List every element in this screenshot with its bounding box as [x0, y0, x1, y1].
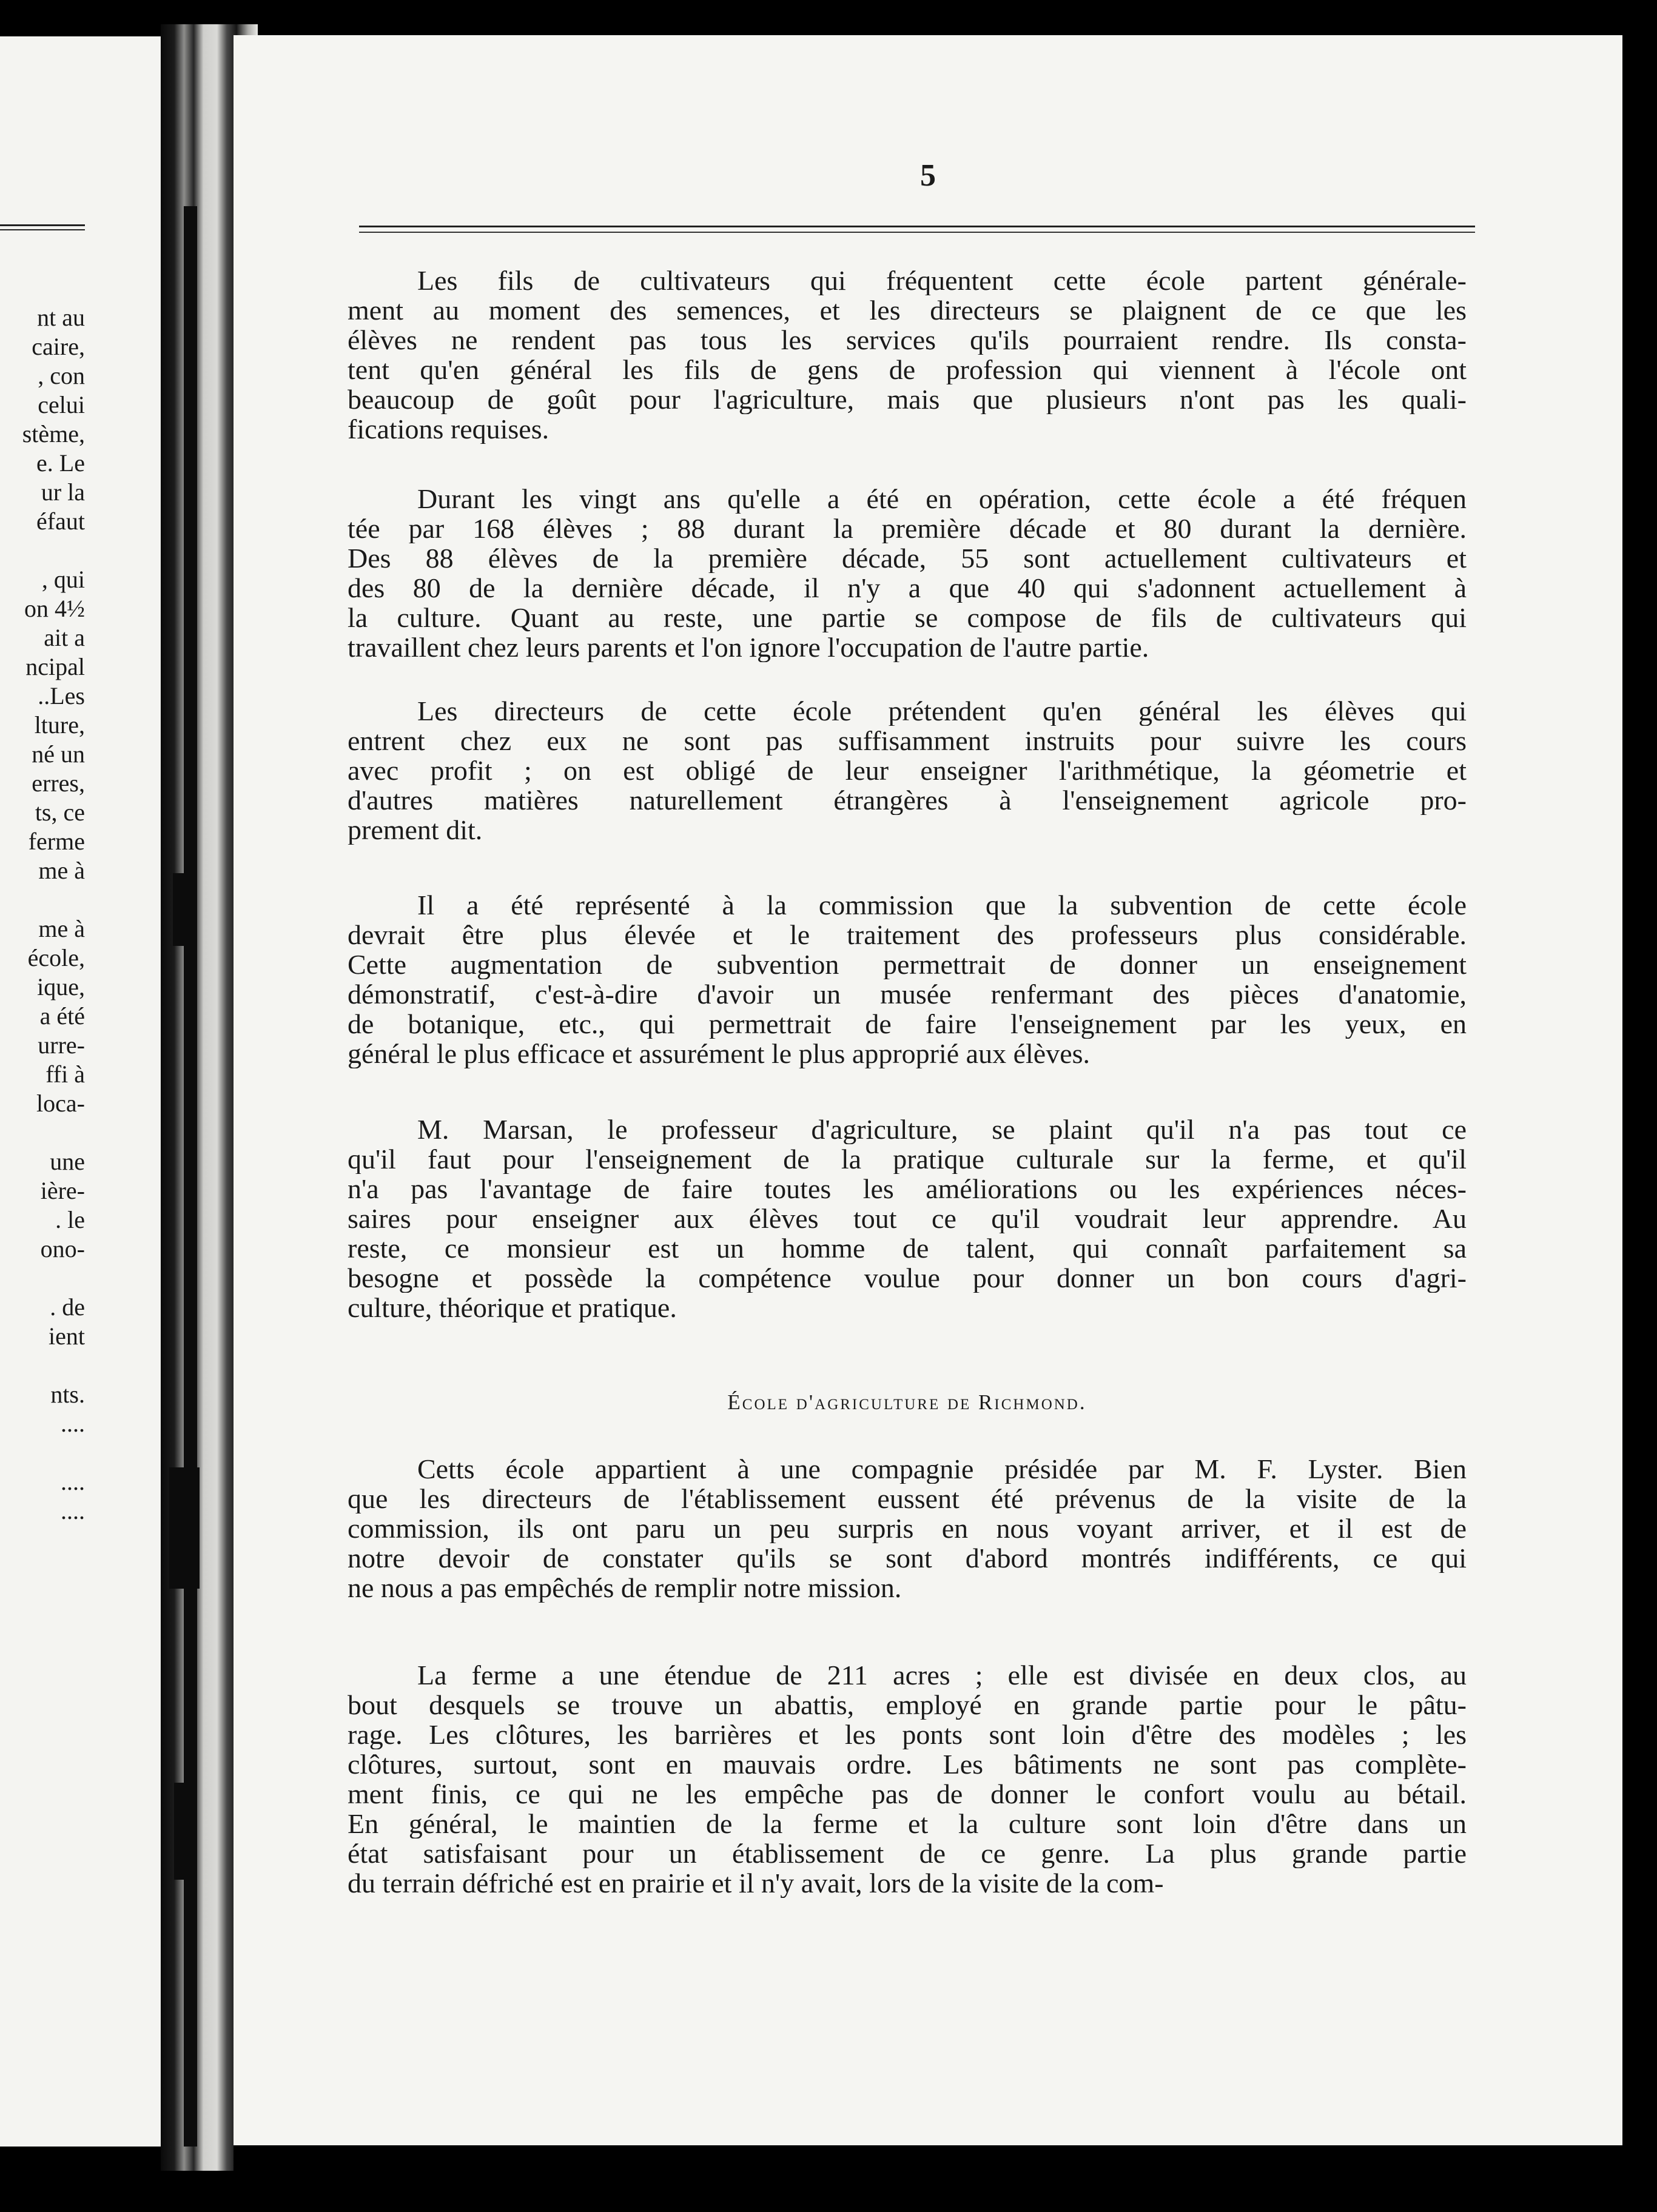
text-line: fications requises. — [348, 414, 550, 444]
left-text-line — [0, 1438, 85, 1467]
left-text-line: ur la — [41, 478, 85, 506]
text-line: du terrain défriché est en prairie et il n'y avait, lors de la visite de la com- — [348, 1868, 1164, 1898]
left-text-line: ient — [49, 1322, 85, 1350]
text-line: Il a été représenté à la commission que la subvention de cette école — [417, 890, 1467, 920]
left-text-line: ferme — [28, 828, 85, 855]
paragraph-3 — [348, 696, 1467, 845]
text-line: Les fils de cultivateurs qui fréquentent cette école partent générale- — [417, 266, 1467, 295]
text-line: M. Marsan, le professeur d'agriculture, se plaint qu'il n'a pas tout ce — [417, 1114, 1467, 1144]
left-text-line: erres, — [32, 769, 85, 797]
left-text-line: e. Le — [36, 449, 85, 477]
text-line: prement dit. — [348, 815, 483, 845]
text-line: Les directeurs de cette école prétendent qu'en général les élèves qui — [417, 696, 1467, 726]
text-line: ne nous a pas empêchés de remplir notre mission. — [348, 1573, 902, 1603]
paragraph-2 — [348, 484, 1467, 662]
header-rule-secondary — [359, 232, 1475, 233]
text-line: ment finis, ce qui ne les empêche pas de donner le confort voulu au bétail. — [348, 1779, 1467, 1809]
gutter-tear-mark — [169, 1467, 200, 1589]
text-line: démonstratif, c'est-à-dire d'avoir un musée renfermant des pièces d'anatomie, — [348, 979, 1467, 1009]
left-text-line: .... — [61, 1410, 85, 1437]
left-text-line — [0, 536, 85, 565]
left-text-line: ique, — [37, 973, 85, 1000]
text-line: la culture. Quant au reste, une partie se compose de fils de cultivateurs qui — [348, 603, 1467, 632]
text-line: tent qu'en général les fils de gens de profession qui viennent à l'école ont — [348, 355, 1467, 384]
left-text-line — [0, 1264, 85, 1293]
left-text-line: ait a — [44, 624, 85, 651]
paragraph-5 — [348, 1114, 1467, 1322]
gutter-tear-mark — [174, 1783, 196, 1880]
text-line: de botanique, etc., qui permettrait de faire l'enseignement par les yeux, en — [348, 1009, 1467, 1039]
left-text-line — [0, 885, 85, 914]
paragraph-4 — [348, 890, 1467, 1068]
text-line: Des 88 élèves de la première décade, 55 sont actuellement cultivateurs et — [348, 543, 1467, 573]
text-line: ment au moment des semences, et les directeurs se plaignent de ce que les — [348, 295, 1467, 325]
text-line: commission, ils ont paru un peu surpris en nous voyant arriver, et il est de — [348, 1513, 1467, 1543]
left-text-line: , con — [38, 362, 85, 389]
left-text-line: ts, ce — [35, 799, 85, 826]
left-text-line: né un — [32, 740, 85, 768]
left-text-line: me à — [38, 857, 85, 884]
section-heading: École d'agriculture de Richmond. — [727, 1390, 1087, 1414]
text-line: besogne et possède la compétence voulue pour donner un bon cours d'agri- — [348, 1263, 1467, 1293]
text-line: devrait être plus élevée et le traitement des professeurs plus considérable. — [348, 920, 1467, 950]
text-line: qu'il faut pour l'enseignement de la pratique culturale sur la ferme, et qu'il — [348, 1144, 1467, 1174]
left-text-line: une — [50, 1148, 85, 1175]
left-header-rule-secondary — [0, 229, 85, 230]
left-text-line: ono- — [40, 1235, 85, 1262]
text-line: rage. Les clôtures, les barrières et les ponts sont loin d'être des modèles ; les — [348, 1720, 1467, 1749]
left-page-fragment — [0, 36, 182, 2147]
main-page — [234, 35, 1622, 2145]
left-header-rule — [0, 224, 85, 226]
text-line: général le plus efficace et assurément le plus approprié aux élèves. — [348, 1039, 1091, 1068]
left-text-line: on 4½ — [24, 595, 85, 622]
text-line: Cette augmentation de subvention permettrait de donner un enseignement — [348, 950, 1467, 979]
left-text-line: ffi à — [45, 1061, 85, 1088]
left-text-line: me à — [38, 915, 85, 942]
left-text-line: lture, — [34, 711, 85, 739]
text-line: entrent chez eux ne sont pas suffisamment instruits pour suivre les cours — [348, 726, 1467, 756]
text-line: bout desquels se trouve un abattis, employé en grande partie pour le pâtu- — [348, 1690, 1467, 1720]
left-text-line: nts. — [50, 1381, 85, 1408]
text-line: tée par 168 élèves ; 88 durant la première décade et 80 durant la dernière. — [348, 514, 1467, 543]
left-text-line: , qui — [41, 566, 85, 593]
left-text-line — [0, 1118, 85, 1147]
left-text-line: éfaut — [36, 508, 85, 535]
text-line: saires pour enseigner aux élèves tout ce qu'il voudrait leur apprendre. Au — [348, 1204, 1467, 1233]
left-text-line: caire, — [32, 333, 85, 360]
paragraph-1 — [348, 266, 1467, 444]
text-line: En général, le maintien de la ferme et la culture sont loin d'être dans un — [348, 1809, 1467, 1838]
left-text-line: urre- — [38, 1031, 85, 1059]
left-text-line: ncipal — [25, 653, 85, 680]
text-line: notre devoir de constater qu'ils se sont d'abord montrés indifférents, ce qui — [348, 1543, 1467, 1573]
left-text-line: loca- — [36, 1090, 85, 1117]
section-paragraph-1 — [348, 1454, 1467, 1603]
left-text-line: a été — [39, 1002, 85, 1030]
left-text-line: .... — [61, 1468, 85, 1495]
left-text-line: stème, — [22, 420, 85, 447]
text-line: des 80 de la dernière décade, il n'y a que 40 qui s'adonnent actuellement à — [348, 573, 1467, 603]
left-page-text-fragments — [0, 303, 85, 1526]
left-text-line: école, — [27, 944, 85, 971]
text-line: culture, théorique et pratique. — [348, 1293, 677, 1322]
text-line: Cetts école appartient à une compagnie présidée par M. F. Lyster. Bien — [417, 1454, 1467, 1484]
gutter-tear-mark — [173, 873, 197, 946]
left-text-line: . de — [50, 1293, 85, 1321]
text-line: Durant les vingt ans qu'elle a été en opération, cette école a été fréquen — [417, 484, 1467, 514]
text-line: clôtures, surtout, sont en mauvais ordre. Les bâtiments ne sont pas complète- — [348, 1749, 1467, 1779]
header-rule — [359, 226, 1475, 227]
text-line: état satisfaisant pour un établissement de ce genre. La plus grande partie — [348, 1838, 1467, 1868]
left-text-line: ..Les — [38, 682, 85, 709]
text-line: élèves ne rendent pas tous les services qu'ils pourraient rendre. Ils consta- — [348, 325, 1467, 355]
scan-bottom-border — [234, 2145, 1622, 2212]
text-line: La ferme a une étendue de 211 acres ; elle est divisée en deux clos, au — [417, 1660, 1467, 1690]
left-text-line — [0, 1351, 85, 1380]
left-text-line: celui — [38, 391, 85, 418]
text-line: reste, ce monsieur est un homme de talent, qui connaît parfaitement sa — [348, 1233, 1467, 1263]
section-paragraph-2 — [348, 1660, 1467, 1898]
text-line: avec profit ; on est obligé de leur enseigner l'arithmétique, la géometrie et — [348, 756, 1467, 785]
left-text-line: . le — [55, 1206, 85, 1233]
text-line: travaillent chez leurs parents et l'on ignore l'occupation de l'autre partie. — [348, 632, 1149, 662]
left-text-line: ière- — [40, 1177, 85, 1204]
text-line: que les directeurs de l'établissement eussent été prévenus de la visite de la — [348, 1484, 1467, 1513]
text-line: d'autres matières naturellement étrangères à l'enseignement agricole pro- — [348, 785, 1467, 815]
text-line: n'a pas l'avantage de faire toutes les améliorations ou les expériences néces- — [348, 1174, 1467, 1204]
left-text-line: .... — [61, 1497, 85, 1524]
left-text-line: nt au — [37, 304, 85, 331]
text-line: beaucoup de goût pour l'agriculture, mais que plusieurs n'ont pas les quali- — [348, 384, 1467, 414]
page-number: 5 — [920, 158, 936, 193]
